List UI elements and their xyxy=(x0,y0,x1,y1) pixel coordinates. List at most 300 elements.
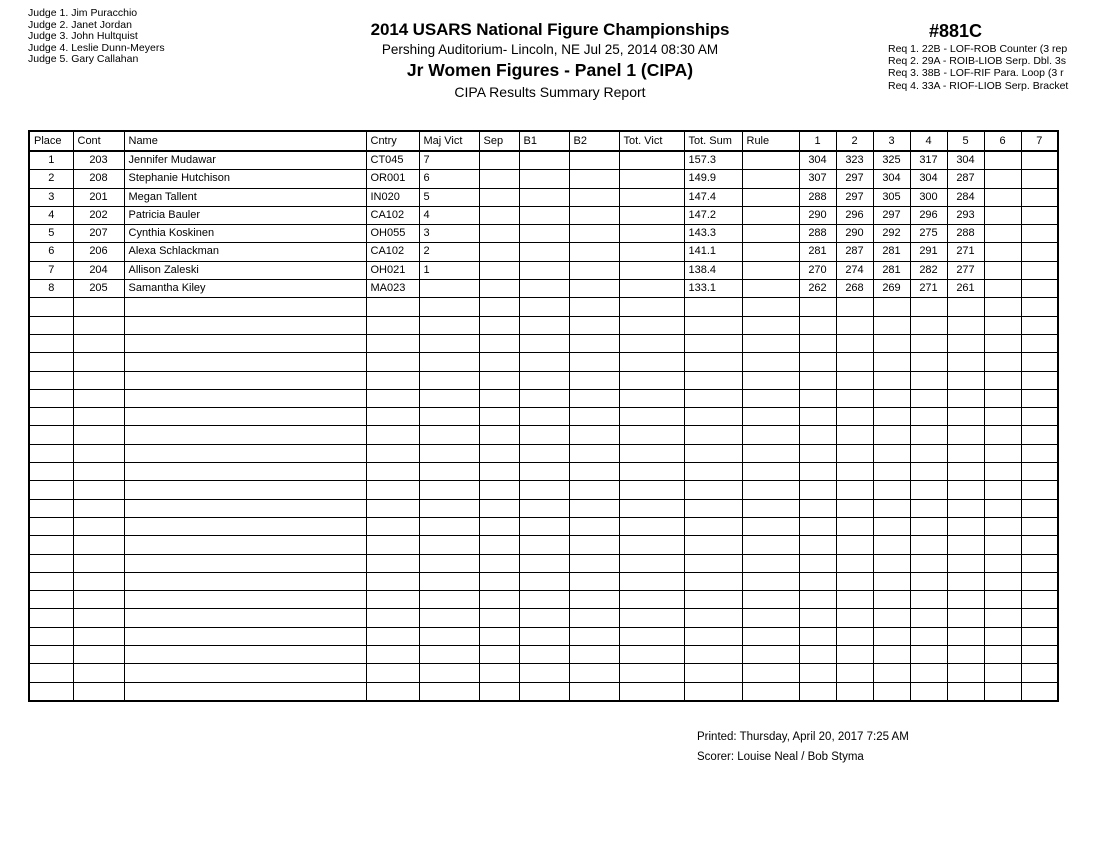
cell-cntry: OR001 xyxy=(366,170,419,188)
column-header-sep: Sep xyxy=(479,131,519,151)
cell-empty xyxy=(910,554,947,572)
cell-empty xyxy=(124,371,366,389)
column-header-6: 6 xyxy=(984,131,1021,151)
cell-empty xyxy=(73,408,124,426)
cell-judge-6-score xyxy=(984,188,1021,206)
cell-empty xyxy=(124,334,366,352)
column-header-tot-sum: Tot. Sum xyxy=(684,131,742,151)
cell-empty xyxy=(984,463,1021,481)
cell-empty xyxy=(519,664,569,682)
cell-place: 5 xyxy=(29,225,73,243)
cell-cont: 205 xyxy=(73,280,124,298)
cell-empty xyxy=(910,353,947,371)
cell-empty xyxy=(73,426,124,444)
title-block xyxy=(240,20,860,102)
cell-empty xyxy=(29,609,73,627)
cell-empty xyxy=(479,444,519,462)
table-row-empty xyxy=(29,316,1058,334)
table-row-empty xyxy=(29,371,1058,389)
cell-empty xyxy=(73,517,124,535)
cell-empty xyxy=(1021,316,1058,334)
cell-empty xyxy=(947,353,984,371)
cell-empty xyxy=(1021,646,1058,664)
cell-sep xyxy=(479,225,519,243)
cell-empty xyxy=(742,316,799,334)
cell-empty xyxy=(73,463,124,481)
cell-empty xyxy=(479,517,519,535)
cell-empty xyxy=(519,572,569,590)
cell-empty xyxy=(684,389,742,407)
cell-empty xyxy=(519,499,569,517)
cell-judge-6-score xyxy=(984,280,1021,298)
cell-empty xyxy=(873,591,910,609)
event-header xyxy=(888,20,1100,92)
cell-empty xyxy=(742,334,799,352)
cell-empty xyxy=(569,408,619,426)
cell-judge-6-score xyxy=(984,261,1021,279)
cell-empty xyxy=(479,646,519,664)
cell-place: 7 xyxy=(29,261,73,279)
cell-judge-3-score: 325 xyxy=(873,151,910,170)
cell-empty xyxy=(73,627,124,645)
cell-empty xyxy=(519,554,569,572)
cell-empty xyxy=(73,444,124,462)
table-row-empty xyxy=(29,499,1058,517)
cell-empty xyxy=(684,408,742,426)
cell-empty xyxy=(984,517,1021,535)
cell-empty xyxy=(1021,627,1058,645)
cell-judge-1-score: 288 xyxy=(799,188,836,206)
cell-empty xyxy=(73,591,124,609)
cell-empty xyxy=(479,572,519,590)
cell-empty xyxy=(947,426,984,444)
cell-empty xyxy=(836,408,873,426)
cell-empty xyxy=(366,572,419,590)
cell-judge-4-score: 296 xyxy=(910,206,947,224)
cell-judge-2-score: 268 xyxy=(836,280,873,298)
table-row-empty xyxy=(29,481,1058,499)
table-row-empty xyxy=(29,334,1058,352)
cell-empty xyxy=(742,481,799,499)
cell-empty xyxy=(1021,609,1058,627)
cell-empty xyxy=(619,353,684,371)
table-row xyxy=(29,206,1058,224)
cell-empty xyxy=(910,316,947,334)
cell-empty xyxy=(366,353,419,371)
cell-empty xyxy=(569,536,619,554)
cell-judge-5-score: 284 xyxy=(947,188,984,206)
cell-empty xyxy=(1021,572,1058,590)
cell-cntry: CA102 xyxy=(366,206,419,224)
cell-empty xyxy=(684,591,742,609)
cell-empty xyxy=(742,444,799,462)
cell-name: Alexa Schlackman xyxy=(124,243,366,261)
cell-empty xyxy=(910,499,947,517)
cell-empty xyxy=(124,481,366,499)
cell-empty xyxy=(619,426,684,444)
cell-empty xyxy=(947,316,984,334)
cell-empty xyxy=(569,591,619,609)
cell-empty xyxy=(619,463,684,481)
cell-empty xyxy=(519,316,569,334)
cell-empty xyxy=(419,371,479,389)
cell-empty xyxy=(836,334,873,352)
cell-empty xyxy=(73,316,124,334)
cell-empty xyxy=(984,627,1021,645)
cell-empty xyxy=(366,371,419,389)
cell-empty xyxy=(873,353,910,371)
cell-cntry: MA023 xyxy=(366,280,419,298)
cell-judge-5-score: 304 xyxy=(947,151,984,170)
cell-empty xyxy=(836,389,873,407)
cell-empty xyxy=(910,682,947,701)
cell-empty xyxy=(366,609,419,627)
cell-empty xyxy=(29,646,73,664)
cell-empty xyxy=(124,572,366,590)
cell-empty xyxy=(684,316,742,334)
cell-judge-3-score: 297 xyxy=(873,206,910,224)
cell-empty xyxy=(419,609,479,627)
cell-empty xyxy=(366,444,419,462)
cell-empty xyxy=(910,389,947,407)
cell-empty xyxy=(684,353,742,371)
cell-empty xyxy=(569,627,619,645)
cell-empty xyxy=(742,463,799,481)
cell-empty xyxy=(947,591,984,609)
cell-empty xyxy=(836,646,873,664)
cell-empty xyxy=(836,609,873,627)
cell-empty xyxy=(619,609,684,627)
cell-empty xyxy=(873,609,910,627)
cell-empty xyxy=(836,316,873,334)
cell-empty xyxy=(873,517,910,535)
cell-empty xyxy=(947,463,984,481)
cell-empty xyxy=(569,444,619,462)
cell-empty xyxy=(1021,463,1058,481)
cell-empty xyxy=(910,609,947,627)
cell-empty xyxy=(684,646,742,664)
cell-judge-5-score: 288 xyxy=(947,225,984,243)
cell-cont: 203 xyxy=(73,151,124,170)
column-header-maj-vict: Maj Vict xyxy=(419,131,479,151)
cell-empty xyxy=(1021,426,1058,444)
cell-empty xyxy=(1021,536,1058,554)
cell-empty xyxy=(124,591,366,609)
cell-empty xyxy=(619,627,684,645)
cell-empty xyxy=(1021,499,1058,517)
cell-empty xyxy=(799,609,836,627)
cell-sep xyxy=(479,151,519,170)
cell-empty xyxy=(519,609,569,627)
table-row xyxy=(29,151,1058,170)
cell-empty xyxy=(366,298,419,316)
cell-empty xyxy=(419,517,479,535)
cell-empty xyxy=(1021,517,1058,535)
cell-empty xyxy=(836,426,873,444)
cell-empty xyxy=(519,389,569,407)
cell-place: 3 xyxy=(29,188,73,206)
cell-empty xyxy=(73,646,124,664)
cell-empty xyxy=(569,426,619,444)
cell-empty xyxy=(836,572,873,590)
cell-empty xyxy=(29,481,73,499)
cell-judge-1-score: 288 xyxy=(799,225,836,243)
cell-empty xyxy=(569,609,619,627)
cell-empty xyxy=(73,682,124,701)
cell-judge-4-score: 291 xyxy=(910,243,947,261)
column-header-7: 7 xyxy=(1021,131,1058,151)
table-row-empty xyxy=(29,572,1058,590)
cell-empty xyxy=(799,499,836,517)
cell-empty xyxy=(873,664,910,682)
cell-name: Allison Zaleski xyxy=(124,261,366,279)
cell-empty xyxy=(910,298,947,316)
cell-maj-vict: 5 xyxy=(419,188,479,206)
cell-empty xyxy=(569,572,619,590)
cell-empty xyxy=(73,664,124,682)
cell-empty xyxy=(873,389,910,407)
venue-line: Pershing Auditorium- Lincoln, NE Jul 25, 2014 08:30 AM xyxy=(381,42,719,57)
cell-empty xyxy=(984,682,1021,701)
cell-empty xyxy=(984,572,1021,590)
cell-empty xyxy=(947,408,984,426)
cell-empty xyxy=(569,499,619,517)
cell-empty xyxy=(29,572,73,590)
cell-empty xyxy=(479,591,519,609)
cell-empty xyxy=(124,682,366,701)
cell-maj-vict: 1 xyxy=(419,261,479,279)
cell-empty xyxy=(947,334,984,352)
cell-empty xyxy=(799,627,836,645)
cell-empty xyxy=(419,572,479,590)
cell-name: Patricia Bauler xyxy=(124,206,366,224)
table-row-empty xyxy=(29,444,1058,462)
cell-b2 xyxy=(569,151,619,170)
cell-empty xyxy=(569,682,619,701)
table-row-empty xyxy=(29,408,1058,426)
cell-empty xyxy=(873,298,910,316)
cell-judge-1-score: 307 xyxy=(799,170,836,188)
cell-tot-vict xyxy=(619,188,684,206)
cell-judge-7-score xyxy=(1021,188,1058,206)
footer-block xyxy=(697,727,909,767)
table-row-empty xyxy=(29,426,1058,444)
cell-empty xyxy=(519,682,569,701)
cell-empty xyxy=(519,444,569,462)
cell-tot-vict xyxy=(619,206,684,224)
cell-cont: 206 xyxy=(73,243,124,261)
cell-empty xyxy=(124,298,366,316)
cell-empty xyxy=(1021,554,1058,572)
cell-empty xyxy=(29,444,73,462)
cell-empty xyxy=(910,371,947,389)
cell-empty xyxy=(73,334,124,352)
cell-judge-2-score: 290 xyxy=(836,225,873,243)
cell-empty xyxy=(619,371,684,389)
cell-empty xyxy=(684,499,742,517)
cell-b2 xyxy=(569,280,619,298)
cell-judge-6-score xyxy=(984,243,1021,261)
cell-empty xyxy=(910,591,947,609)
cell-empty xyxy=(873,463,910,481)
cell-empty xyxy=(569,646,619,664)
cell-empty xyxy=(619,572,684,590)
printed-line: Printed: Thursday, April 20, 2017 7:25 AM xyxy=(697,731,909,743)
cell-empty xyxy=(742,646,799,664)
cell-empty xyxy=(799,389,836,407)
cell-empty xyxy=(619,444,684,462)
cell-empty xyxy=(419,536,479,554)
cell-judge-3-score: 305 xyxy=(873,188,910,206)
cell-place: 8 xyxy=(29,280,73,298)
table-row-empty xyxy=(29,627,1058,645)
cell-empty xyxy=(984,389,1021,407)
cell-judge-7-score xyxy=(1021,225,1058,243)
cell-empty xyxy=(684,298,742,316)
cell-empty xyxy=(799,517,836,535)
cell-empty xyxy=(684,371,742,389)
requirement-row-3: Req 3. 38B - LOF-RIF Para. Loop (3 r xyxy=(888,67,1064,80)
cell-empty xyxy=(519,371,569,389)
cell-maj-vict: 6 xyxy=(419,170,479,188)
cell-maj-vict: 3 xyxy=(419,225,479,243)
cell-empty xyxy=(984,334,1021,352)
cell-empty xyxy=(984,298,1021,316)
cell-empty xyxy=(569,334,619,352)
cell-empty xyxy=(684,536,742,554)
cell-empty xyxy=(29,316,73,334)
judge-row-4: Judge 4. Leslie Dunn-Meyers xyxy=(28,41,165,54)
cell-empty xyxy=(619,646,684,664)
cell-judge-3-score: 292 xyxy=(873,225,910,243)
cell-judge-2-score: 297 xyxy=(836,188,873,206)
cell-empty xyxy=(419,481,479,499)
cell-empty xyxy=(947,609,984,627)
cell-empty xyxy=(984,499,1021,517)
cell-empty xyxy=(569,481,619,499)
cell-empty xyxy=(479,389,519,407)
cell-empty xyxy=(984,591,1021,609)
cell-judge-5-score: 261 xyxy=(947,280,984,298)
cell-empty xyxy=(29,353,73,371)
cell-empty xyxy=(569,664,619,682)
table-row-empty xyxy=(29,389,1058,407)
cell-empty xyxy=(73,298,124,316)
cell-cntry: OH021 xyxy=(366,261,419,279)
cell-empty xyxy=(29,554,73,572)
cell-judge-3-score: 281 xyxy=(873,261,910,279)
cell-cont: 208 xyxy=(73,170,124,188)
cell-empty xyxy=(619,408,684,426)
cell-empty xyxy=(984,609,1021,627)
cell-empty xyxy=(910,463,947,481)
cell-empty xyxy=(873,536,910,554)
cell-empty xyxy=(419,463,479,481)
column-header-name: Name xyxy=(124,131,366,151)
cell-judge-7-score xyxy=(1021,261,1058,279)
cell-empty xyxy=(742,627,799,645)
cell-judge-4-score: 304 xyxy=(910,170,947,188)
cell-tot-sum: 147.2 xyxy=(684,206,742,224)
cell-empty xyxy=(984,536,1021,554)
cell-empty xyxy=(479,481,519,499)
cell-judge-1-score: 270 xyxy=(799,261,836,279)
cell-empty xyxy=(29,371,73,389)
cell-empty xyxy=(73,572,124,590)
cell-empty xyxy=(799,572,836,590)
cell-empty xyxy=(519,426,569,444)
cell-empty xyxy=(873,408,910,426)
cell-empty xyxy=(742,353,799,371)
cell-empty xyxy=(366,627,419,645)
cell-sep xyxy=(479,280,519,298)
cell-empty xyxy=(519,536,569,554)
cell-empty xyxy=(619,536,684,554)
cell-empty xyxy=(366,554,419,572)
cell-b2 xyxy=(569,170,619,188)
requirements-list xyxy=(888,43,1100,92)
cell-empty xyxy=(984,481,1021,499)
cell-empty xyxy=(419,353,479,371)
division-title: Jr Women Figures - Panel 1 (CIPA) xyxy=(406,60,694,80)
cell-empty xyxy=(836,499,873,517)
cell-rule xyxy=(742,280,799,298)
cell-empty xyxy=(684,334,742,352)
cell-empty xyxy=(619,517,684,535)
cell-empty xyxy=(910,664,947,682)
cell-empty xyxy=(910,627,947,645)
cell-empty xyxy=(124,444,366,462)
cell-empty xyxy=(124,408,366,426)
cell-empty xyxy=(519,591,569,609)
cell-empty xyxy=(910,426,947,444)
cell-empty xyxy=(419,334,479,352)
cell-empty xyxy=(29,463,73,481)
cell-empty xyxy=(479,334,519,352)
cell-judge-4-score: 282 xyxy=(910,261,947,279)
cell-empty xyxy=(29,682,73,701)
cell-empty xyxy=(873,554,910,572)
cell-tot-sum: 138.4 xyxy=(684,261,742,279)
cell-empty xyxy=(479,371,519,389)
cell-name: Samantha Kiley xyxy=(124,280,366,298)
cell-empty xyxy=(873,371,910,389)
cell-judge-1-score: 281 xyxy=(799,243,836,261)
cell-empty xyxy=(519,646,569,664)
cell-empty xyxy=(419,444,479,462)
cell-empty xyxy=(366,682,419,701)
cell-empty xyxy=(742,536,799,554)
cell-empty xyxy=(947,389,984,407)
cell-empty xyxy=(684,517,742,535)
cell-empty xyxy=(836,463,873,481)
cell-judge-7-score xyxy=(1021,170,1058,188)
cell-empty xyxy=(684,444,742,462)
cell-empty xyxy=(799,463,836,481)
cell-judge-5-score: 287 xyxy=(947,170,984,188)
event-number: #881C xyxy=(928,21,983,41)
cell-empty xyxy=(479,499,519,517)
cell-empty xyxy=(1021,664,1058,682)
cell-empty xyxy=(419,389,479,407)
cell-empty xyxy=(984,426,1021,444)
cell-empty xyxy=(419,499,479,517)
cell-empty xyxy=(836,627,873,645)
cell-empty xyxy=(366,481,419,499)
cell-empty xyxy=(1021,444,1058,462)
cell-empty xyxy=(910,481,947,499)
cell-place: 1 xyxy=(29,151,73,170)
